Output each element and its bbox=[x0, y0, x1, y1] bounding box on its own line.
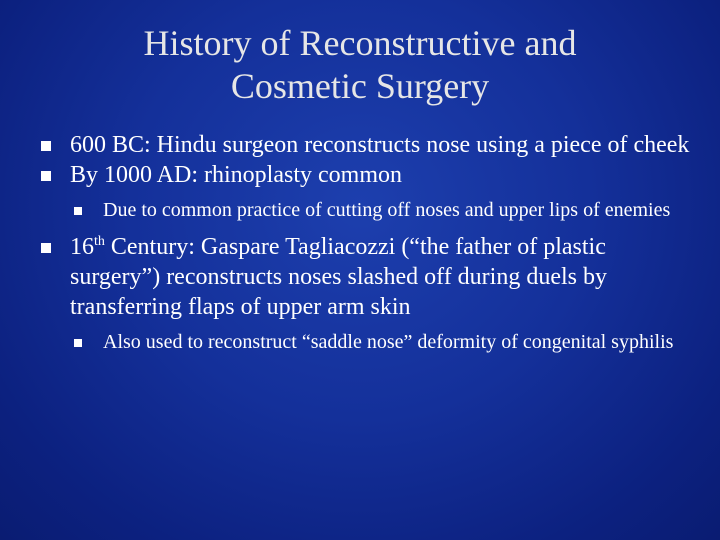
bullet-item-1000ad bbox=[0, 160, 690, 190]
sub-bullet-item-saddle-nose bbox=[0, 330, 693, 355]
bullet-text: 600 BC: Hindu surgeon reconstructs nose using a piece of cheek bbox=[70, 132, 690, 158]
square-bullet-icon bbox=[41, 171, 51, 181]
sub-bullet-item-enemies bbox=[0, 198, 693, 223]
square-bullet-icon bbox=[41, 243, 51, 253]
bullet-superscript: th bbox=[94, 234, 105, 249]
square-bullet-icon bbox=[74, 339, 82, 347]
bullet-item-16th-century bbox=[0, 232, 690, 322]
square-bullet-icon bbox=[41, 141, 51, 151]
slide-body bbox=[0, 130, 720, 355]
title-line-2: Cosmetic Surgery bbox=[230, 66, 490, 106]
sub-bullet-text: Also used to reconstruct “saddle nose” deformity of congenital syphilis bbox=[103, 331, 674, 353]
bullet-text: By 1000 AD: rhinoplasty common bbox=[70, 162, 402, 188]
sub-bullet-text: Due to common practice of cutting off noses and upper lips of enemies bbox=[103, 199, 671, 221]
slide-title bbox=[60, 22, 660, 108]
title-line-1: History of Reconstructive and bbox=[143, 23, 577, 63]
bullet-number: 16 bbox=[70, 234, 94, 260]
square-bullet-icon bbox=[74, 207, 82, 215]
bullet-text: Century: Gaspare Tagliacozzi (“the father of plastic surgery”) reconstructs noses slashed off during duels by transferring flaps of upper arm skin bbox=[70, 234, 607, 320]
bullet-item-600bc bbox=[0, 130, 690, 160]
